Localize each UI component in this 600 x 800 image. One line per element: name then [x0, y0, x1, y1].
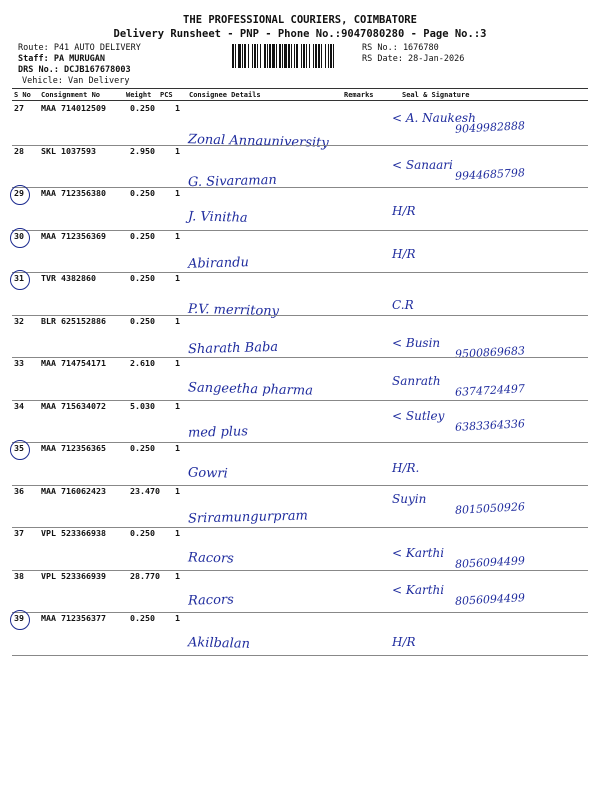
signature-mark: < Sutley: [392, 408, 445, 423]
table-row: [0, 486, 600, 529]
consignment-number: MAA 712356377: [41, 613, 106, 623]
col-consignee-header: Consignee Details: [189, 91, 261, 99]
weight-value: 0.250: [130, 273, 155, 283]
table-row: [0, 358, 600, 401]
serial-number: 36: [14, 485, 24, 496]
serial-number: 32: [14, 315, 24, 326]
consignee-handwritten-name: Racors: [187, 591, 235, 609]
col-seal-header: Seal & Signature: [402, 91, 470, 99]
serial-number: 29: [14, 188, 24, 198]
pcs-value: 1: [175, 570, 180, 581]
route-text: Route: P41 AUTO DELIVERY: [18, 43, 141, 53]
pcs-value: 1: [175, 188, 180, 198]
consignee-handwritten-name: Sharath Baba: [187, 339, 279, 357]
col-pcs-header: PCS: [160, 91, 173, 99]
barcode-bar: [333, 44, 334, 68]
signature-mark: H/R: [392, 204, 416, 218]
signature-mark: < Karthi: [392, 546, 445, 560]
serial-number: 28: [14, 145, 24, 156]
header-bottom-rule: [12, 100, 588, 101]
runsheet-subtitle: Delivery Runsheet - PNP - Phone No.:9047080280 - Page No.:3: [113, 28, 487, 40]
consignee-handwritten-name: P.V. merritony: [187, 301, 280, 320]
consignee-handwritten-name: Racors: [187, 550, 235, 567]
weight-value: 0.250: [130, 230, 155, 241]
weight-value: 23.470: [130, 485, 160, 496]
weight-value: 0.250: [130, 103, 155, 113]
pcs-value: 1: [175, 315, 180, 326]
consignee-handwritten-name: Sangeetha pharma: [187, 380, 314, 399]
signature-phone: 8056094499: [454, 554, 526, 571]
serial-number: 39: [14, 613, 24, 623]
staff-text: Staff: PA MURUGAN: [18, 54, 105, 64]
signature-mark: C.R: [392, 298, 414, 312]
table-row: [0, 316, 600, 359]
weight-value: 0.250: [130, 315, 155, 326]
signature-phone: 6383364336: [454, 416, 526, 434]
pcs-value: 1: [175, 400, 180, 411]
table-row: [0, 613, 600, 656]
consignee-handwritten-name: Sriramungurpram: [187, 507, 309, 527]
consignee-handwritten-name: Zonal Annauniversity: [187, 132, 329, 151]
drs-text: DRS No.: DCJB167678003: [18, 65, 131, 75]
pcs-value: 1: [175, 103, 180, 113]
serial-number: 35: [14, 443, 24, 453]
signature-mark: H/R: [392, 246, 416, 261]
serial-number: 27: [14, 103, 24, 113]
barcode: [232, 44, 356, 68]
signature-mark: Sanrath: [392, 374, 441, 388]
row-divider: [12, 655, 588, 656]
signature-mark: H/R.: [392, 461, 420, 475]
weight-value: 0.250: [130, 443, 155, 453]
vehicle-text: Vehicle: Van Delivery: [22, 76, 130, 86]
signature-phone: 8015050926: [454, 499, 526, 517]
consignment-number: VPL 523366938: [41, 528, 106, 538]
pcs-value: 1: [175, 443, 180, 453]
consignee-handwritten-name: Gowri: [187, 465, 228, 482]
pcs-value: 1: [175, 485, 180, 496]
signature-phone: 8056094499: [454, 590, 526, 608]
consignment-number: MAA 715634072: [41, 400, 106, 411]
consignment-number: MAA 714754171: [41, 358, 106, 368]
consignment-number: MAA 712356380: [41, 188, 106, 198]
signature-phone: 9500869683: [454, 343, 526, 361]
col-consignment-header: Consignment No: [41, 91, 101, 99]
weight-value: 28.770: [130, 570, 160, 581]
table-row: [0, 231, 600, 274]
serial-number: 31: [14, 273, 24, 283]
table-row: [0, 528, 600, 571]
weight-value: 0.250: [130, 188, 155, 198]
consignee-handwritten-name: J. Vinitha: [187, 209, 248, 226]
consignment-number: TVR 4382860: [41, 273, 96, 283]
consignment-number: SKL 1037593: [41, 145, 96, 156]
signature-mark: < Busin: [392, 335, 441, 350]
signature-phone: 6374724497: [454, 382, 526, 399]
consignee-handwritten-name: G. Sivaraman: [187, 172, 277, 190]
col-weight-header: Weight: [126, 91, 152, 99]
consignee-handwritten-name: Abirandu: [187, 254, 250, 272]
pcs-value: 1: [175, 273, 180, 283]
weight-value: 5.030: [130, 400, 155, 411]
weight-value: 0.250: [130, 613, 155, 623]
weight-value: 2.950: [130, 145, 155, 156]
pcs-value: 1: [175, 613, 180, 623]
consignment-number: MAA 712356369: [41, 230, 106, 241]
company-title: THE PROFESSIONAL COURIERS, COIMBATORE: [183, 14, 417, 26]
signature-mark: < Sanaari: [392, 157, 453, 172]
weight-value: 2.610: [130, 358, 155, 368]
pcs-value: 1: [175, 528, 180, 538]
table-row: [0, 443, 600, 486]
table-row: [0, 146, 600, 189]
serial-number: 33: [14, 358, 24, 368]
pcs-value: 1: [175, 145, 180, 156]
signature-phone: 9049982888: [454, 119, 526, 136]
consignee-handwritten-name: med plus: [187, 423, 249, 441]
consignment-number: BLR 625152886: [41, 315, 106, 326]
consignment-number: MAA 712356365: [41, 443, 106, 453]
weight-value: 0.250: [130, 528, 155, 538]
signature-mark: < A. Naukesh: [392, 111, 476, 125]
serial-number: 30: [14, 230, 24, 241]
pcs-value: 1: [175, 358, 180, 368]
table-row: [0, 401, 600, 444]
signature-phone: 9944685798: [454, 165, 526, 183]
consignment-number: MAA 716062423: [41, 485, 106, 496]
signature-mark: < Karthi: [392, 582, 445, 597]
pcs-value: 1: [175, 230, 180, 241]
header-top-rule: [12, 88, 588, 89]
signature-mark: Suyin: [392, 491, 427, 506]
serial-number: 37: [14, 528, 24, 538]
rs-date-text: RS Date: 28-Jan-2026: [362, 54, 465, 64]
serial-number: 34: [14, 400, 24, 411]
table-row: [0, 188, 600, 231]
consignee-handwritten-name: Akilbalan: [187, 635, 251, 652]
table-row: [0, 273, 600, 320]
signature-mark: H/R: [392, 635, 416, 649]
consignment-number: MAA 714012509: [41, 103, 106, 113]
consignment-number: VPL 523366939: [41, 570, 106, 581]
table-row: [0, 571, 600, 614]
rs-no-text: RS No.: 1676780: [362, 43, 439, 53]
serial-number: 38: [14, 570, 24, 581]
col-sno-header: S No: [14, 91, 31, 99]
col-remarks-header: Remarks: [344, 91, 374, 99]
